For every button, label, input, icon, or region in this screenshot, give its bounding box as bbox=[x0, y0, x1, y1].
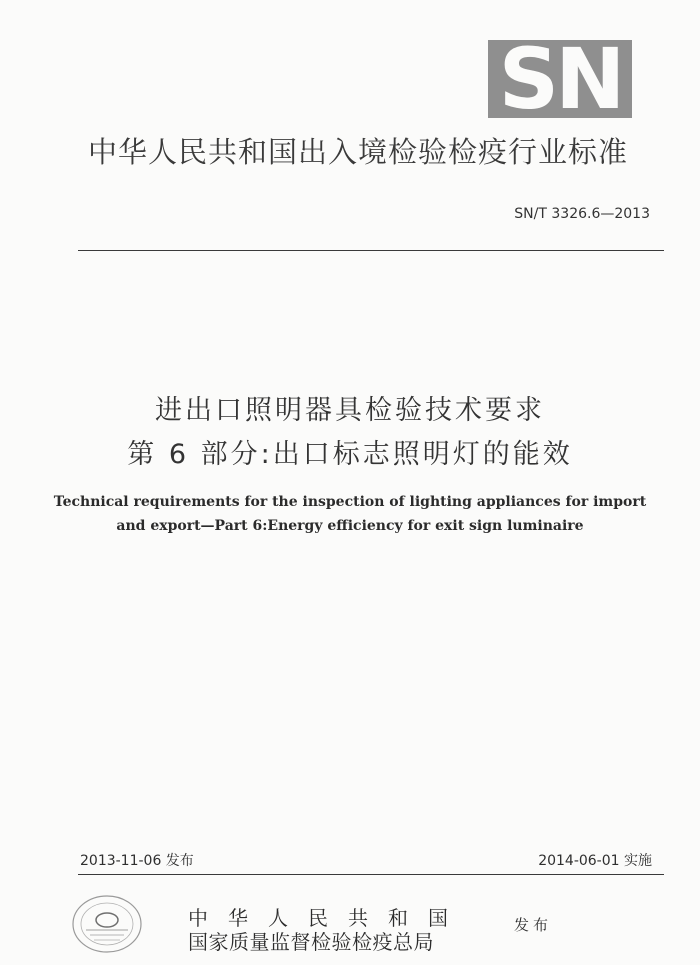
top-divider bbox=[78, 250, 664, 251]
bottom-divider bbox=[78, 874, 664, 875]
sn-logo: SN bbox=[488, 40, 632, 118]
standard-number: SN/T 3326.6—2013 bbox=[514, 206, 650, 222]
title-cn-line2: 第 6 部分:出口标志照明灯的能效 bbox=[127, 439, 573, 470]
title-cn-line1: 进出口照明器具检验技术要求 bbox=[155, 395, 545, 426]
implementation-date: 2014-06-01 实施 bbox=[538, 853, 652, 869]
title-en-line2: and export—Part 6:Energy efficiency for exit sign luminaire bbox=[116, 518, 584, 534]
seal-stamp-icon bbox=[70, 893, 144, 955]
title-en-line1: Technical requirements for the inspection of lighting appliances for import bbox=[53, 494, 647, 510]
issue-date: 2013-11-06 发布 bbox=[80, 853, 194, 869]
publisher-country: 中华人民共和国 bbox=[188, 906, 468, 930]
publisher-agency: 国家质量监督检验检疫总局 bbox=[188, 930, 434, 954]
publisher-action: 发布 bbox=[514, 916, 553, 934]
standard-category: 中华人民共和国出入境检验检疫行业标准 bbox=[88, 135, 629, 169]
